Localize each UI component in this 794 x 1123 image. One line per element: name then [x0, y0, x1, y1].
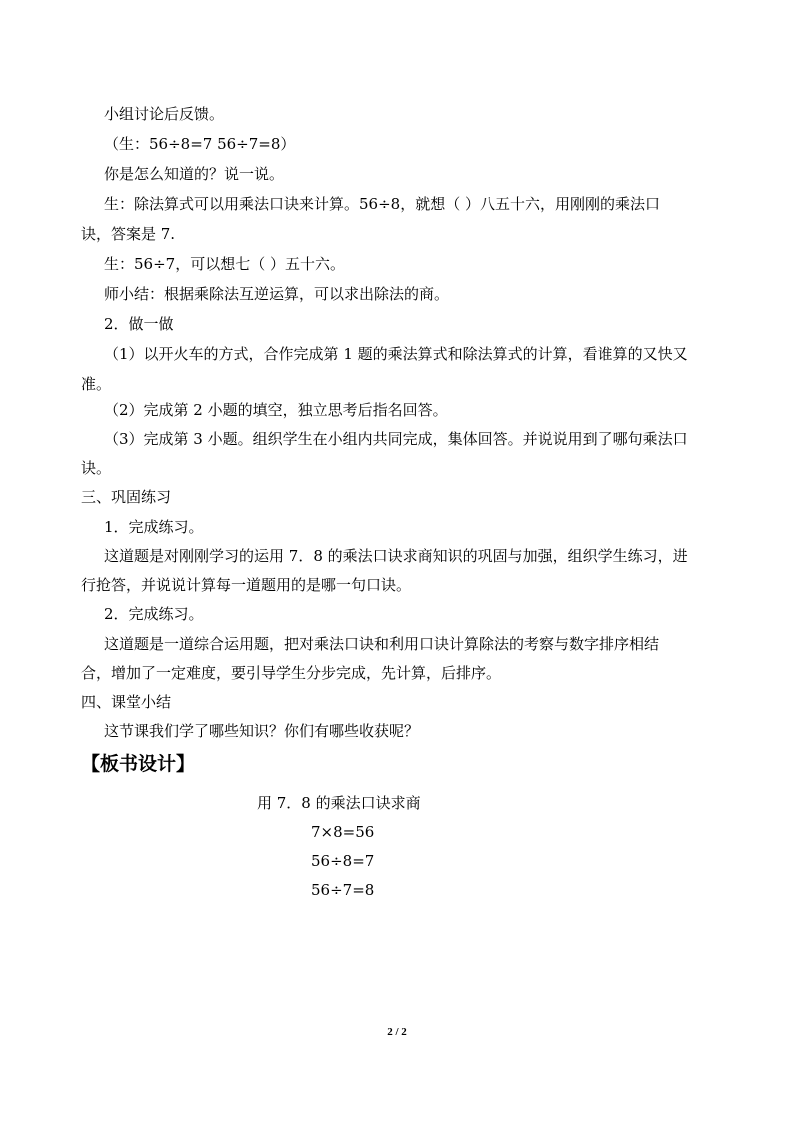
paragraph-line: （生：56÷8=7 56÷7=8）	[104, 135, 296, 153]
page-number: 2 / 2	[387, 1026, 407, 1038]
paragraph-line: 生：56÷7，可以想七（ ）五十六。	[104, 255, 345, 273]
paragraph-line: 生：除法算式可以用乘法口诀来计算。56÷8，就想（ ）八五十六，用刚刚的乘法口	[104, 195, 660, 213]
board-equation: 56÷8=7	[311, 852, 375, 870]
paragraph-line: 小组讨论后反馈。	[104, 105, 225, 123]
board-title: 用 7．8 的乘法口诀求商	[257, 794, 421, 812]
paragraph-line: 合，增加了一定难度，要引导学生分步完成，先计算，后排序。	[81, 664, 502, 682]
board-design-heading: 【板书设计】	[81, 753, 196, 775]
section-heading: 三、巩固练习	[81, 488, 172, 506]
paragraph-line: 准。	[81, 375, 112, 393]
section-heading: 四、课堂小结	[81, 693, 172, 711]
board-equation: 56÷7=8	[311, 881, 375, 899]
paragraph-line: （1）以开火车的方式，合作完成第 1 题的乘法算式和除法算式的计算，看谁算的又快又	[104, 345, 688, 363]
paragraph-line: 诀，答案是 7.	[81, 225, 176, 243]
paragraph-line: （3）完成第 3 小题。组织学生在小组内共同完成，集体回答。并说说用到了哪句乘法口	[104, 430, 688, 448]
paragraph-line: 这道题是对刚刚学习的运用 7．8 的乘法口诀求商知识的巩固与加强，组织学生练习，进	[104, 547, 688, 565]
section-subheading: 2．做一做	[104, 315, 174, 333]
board-equation: 7×8=56	[311, 823, 375, 841]
section-subheading: 2．完成练习。	[104, 605, 204, 623]
paragraph-line: （2）完成第 2 小题的填空，独立思考后指名回答。	[104, 401, 448, 419]
paragraph-line: 行抢答，并说说计算每一道题用的是哪一句口诀。	[81, 576, 412, 594]
section-subheading: 1．完成练习。	[104, 518, 204, 536]
paragraph-line: 诀。	[81, 459, 112, 477]
paragraph-line: 你是怎么知道的？说一说。	[104, 165, 285, 183]
paragraph-line: 这节课我们学了哪些知识？你们有哪些收获呢？	[104, 722, 420, 740]
paragraph-line: 这道题是一道综合运用题，把对乘法口诀和利用口诀计算除法的考察与数字排序相结	[104, 635, 660, 653]
paragraph-line: 师小结：根据乘除法互逆运算，可以求出除法的商。	[104, 285, 450, 303]
